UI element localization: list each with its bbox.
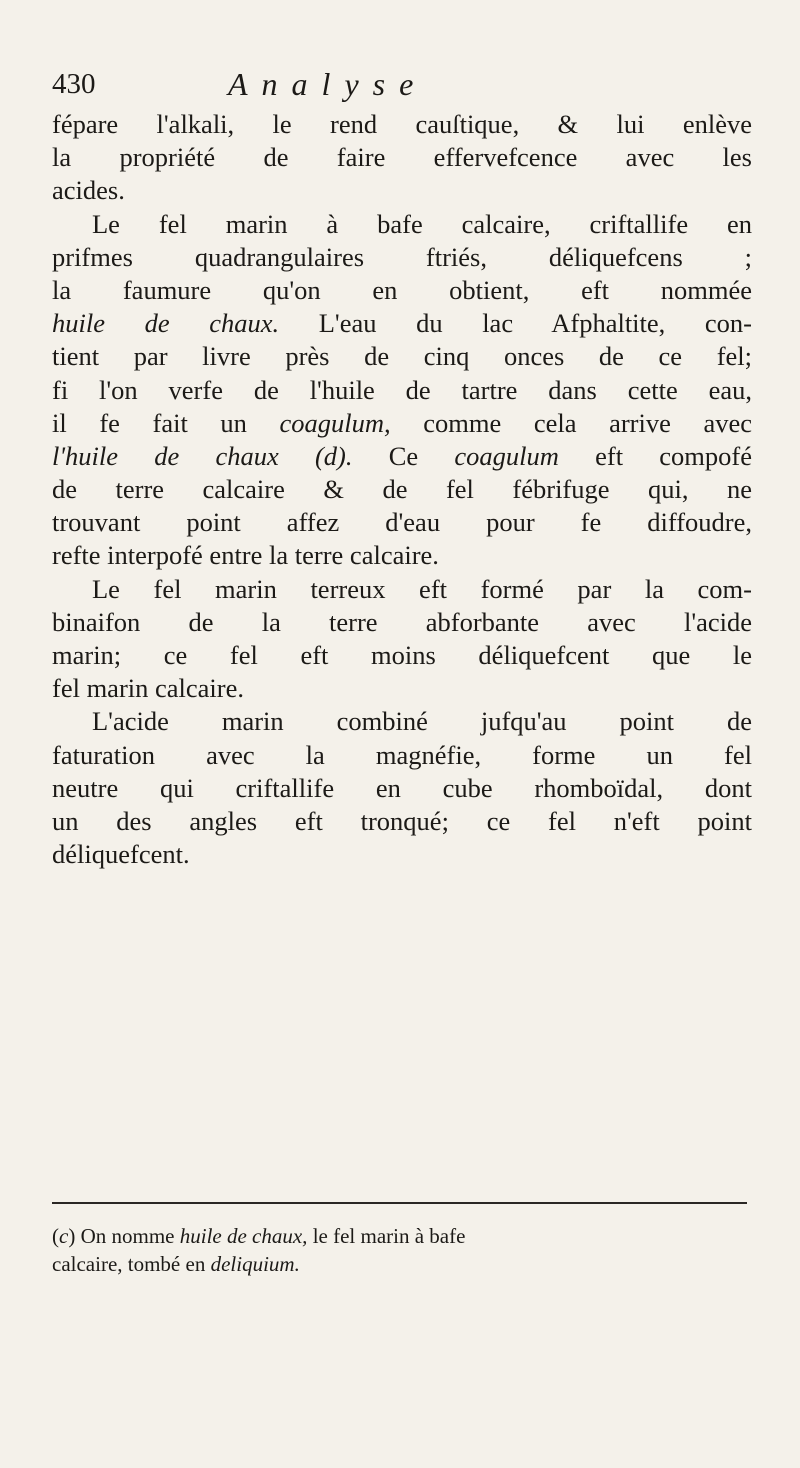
italic-term: huile de chaux. (52, 308, 280, 339)
italic-term: huile de chaux, (179, 1224, 308, 1248)
text-line: prifmes quadrangulaires ftriés, déliquefcens ; (52, 241, 752, 272)
text-line: trouvant point affez d'eau pour fe diffoudre, (52, 507, 752, 538)
text-line: Le fel marin terreux eft formé par la com- (92, 573, 752, 604)
text-line: l'huile de chaux (d). Ce coagulum eft compofé (52, 440, 753, 471)
text-line: fel marin calcaire. (52, 673, 244, 704)
footnote-divider (52, 1202, 747, 1204)
text-line: refte interpofé entre la terre calcaire. (52, 540, 439, 571)
text-line: la faumure qu'on en obtient, eft nommée (52, 274, 752, 305)
text-line: fépare l'alkali, le rend cauſtique, & lui enlève (52, 109, 752, 139)
body-text (52, 108, 752, 871)
text-line: déliquefcent. (52, 839, 190, 870)
footnote-line: (c) On nomme huile de chaux, le fel marin à bafe (52, 1224, 466, 1248)
text-line: acides. (52, 175, 125, 206)
italic-term: deliquium. (210, 1252, 300, 1276)
text-line: binaifon de la terre abforbante avec l'acide (52, 606, 752, 637)
footnotes (52, 1222, 752, 1278)
page-number: 430 (52, 68, 96, 100)
text-line: la propriété de faire effervefcence avec les (52, 142, 752, 173)
text-line: Le fel marin à bafe calcaire, criftallife en (92, 208, 752, 239)
text-line: il fe fait un coagulum, comme cela arrive avec (52, 407, 752, 438)
text-line: huile de chaux. L'eau du lac Afphaltite, con- (52, 308, 752, 339)
italic-term: l'huile de chaux (d). (52, 440, 353, 471)
text-line: neutre qui criftallife en cube rhomboïdal, dont (52, 772, 752, 803)
footnote-line: calcaire, tombé en deliquium. (52, 1252, 300, 1276)
text-line: marin; ce fel eft moins déliquefcent que le (52, 640, 752, 670)
text-line: faturation avec la magnéfie, forme un fel (52, 739, 752, 770)
running-title: Analyse (228, 66, 428, 102)
text-line: tient par livre près de cinq onces de ce fel; (52, 341, 752, 372)
text-line: fi l'on verfe de l'huile de tartre dans cette eau, (52, 374, 752, 405)
italic-term: coagulum, (279, 407, 391, 438)
text-line: un des angles eft tronqué; ce fel n'eft point (52, 805, 752, 836)
running-head (52, 64, 752, 104)
text-line: L'acide marin combiné jufqu'au point de (92, 706, 752, 737)
italic-term: coagulum (454, 440, 559, 471)
text-line: de terre calcaire & de fel fébrifuge qui, ne (52, 474, 752, 505)
